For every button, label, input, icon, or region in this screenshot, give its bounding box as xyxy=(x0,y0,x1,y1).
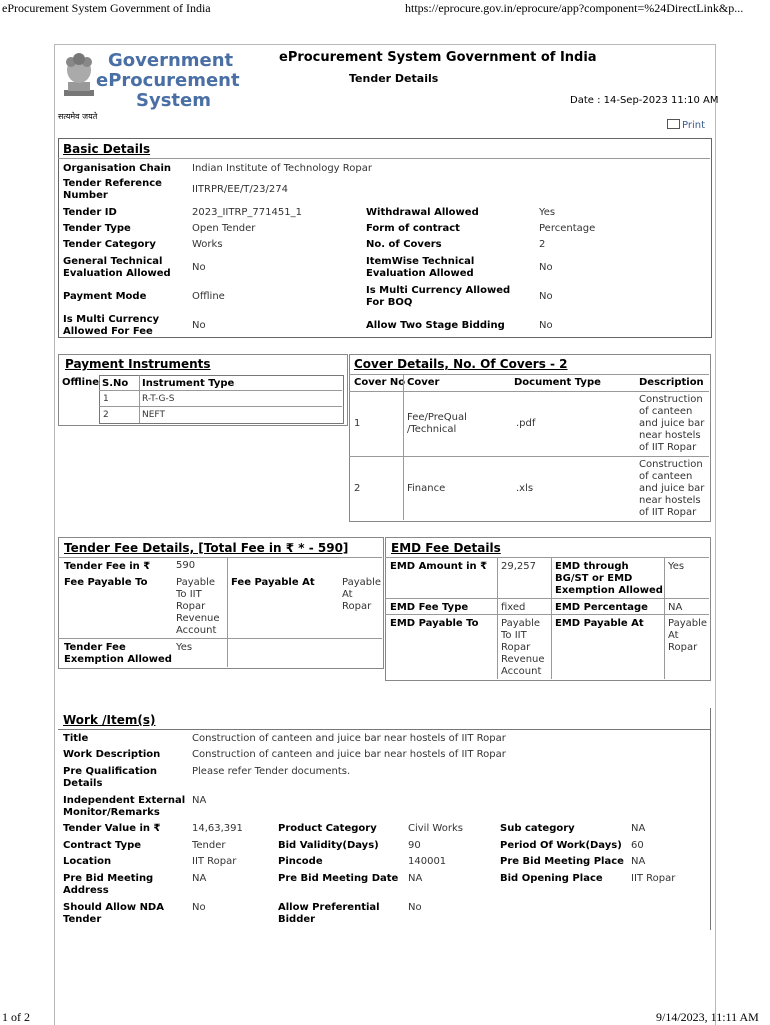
product-category-value: Civil Works xyxy=(408,823,463,834)
location-value: IIT Ropar xyxy=(192,856,237,867)
emd-payable-at-label: EMD Payable At xyxy=(555,618,644,629)
page-title: eProcurement System Government of India xyxy=(279,50,597,65)
period-of-work-value: 60 xyxy=(631,840,644,851)
payment-instruments-heading: Payment Instruments xyxy=(65,357,211,371)
two-stage-value: No xyxy=(539,320,553,331)
withdrawal-label: Withdrawal Allowed xyxy=(366,207,479,218)
gte-value: No xyxy=(192,262,206,273)
work-description-label: Work Description xyxy=(63,749,161,760)
emblem-icon xyxy=(58,48,100,108)
print-footer-page: 1 of 2 xyxy=(2,1010,30,1024)
prequal-label: Pre Qualification Details xyxy=(63,766,158,789)
cover-no-2: 2 xyxy=(354,483,361,494)
tender-type-value: Open Tender xyxy=(192,223,256,234)
covers-value: 2 xyxy=(539,239,546,250)
emd-amount-label: EMD Amount in ₹ xyxy=(390,561,488,572)
multi-currency-fee-label: Is Multi Currency Allowed For Fee xyxy=(63,314,160,337)
prebid-date-value: NA xyxy=(408,873,423,884)
ite-value: No xyxy=(539,262,553,273)
bid-validity-value: 90 xyxy=(408,840,421,851)
location-label: Location xyxy=(63,856,112,867)
fee-exemption-value: Yes xyxy=(176,642,193,653)
cover-details-heading: Cover Details, No. Of Covers - 2 xyxy=(354,357,568,371)
fee-payable-to-value: Payable To IIT Ropar Revenue Account xyxy=(176,577,220,636)
logo-line-2: eProcurement xyxy=(96,70,240,91)
cover-name-1: Fee/PreQual /Technical xyxy=(407,412,467,435)
payment-mode-label: Payment Mode xyxy=(63,291,147,302)
instrument-sno-2: 2 xyxy=(103,410,109,420)
bid-opening-place-value: IIT Ropar xyxy=(631,873,676,884)
tender-category-label: Tender Category xyxy=(63,239,156,250)
cover-desc-2: Construction of canteen and juice bar near hostels of IIT Ropar xyxy=(639,459,705,518)
multi-currency-boq-label: Is Multi Currency Allowed For BOQ xyxy=(366,285,511,308)
cover-doc-1: .pdf xyxy=(516,418,536,429)
withdrawal-value: Yes xyxy=(539,207,556,218)
cover-desc-1: Construction of canteen and juice bar near hostels of IIT Ropar xyxy=(639,394,705,453)
print-label: Print xyxy=(682,120,706,131)
col-description: Description xyxy=(639,377,704,388)
print-header-url: https://eprocure.gov.in/eprocure/app?component=%24DirectLink&p... xyxy=(405,1,744,15)
fee-exemption-label: Tender Fee Exemption Allowed xyxy=(64,642,172,665)
prebid-date-label: Pre Bid Meeting Date xyxy=(278,873,399,884)
col-document-type: Document Type xyxy=(514,377,601,388)
emd-fee-heading: EMD Fee Details xyxy=(391,541,501,555)
nda-value: No xyxy=(192,902,206,913)
tender-type-label: Tender Type xyxy=(63,223,131,234)
emd-bg-label: EMD through BG/ST or EMD Exemption Allowed xyxy=(555,561,663,596)
report-date: Date : 14-Sep-2023 11:10 AM xyxy=(570,95,719,106)
instrument-type-2: NEFT xyxy=(142,410,165,420)
emblem-motto: सत्यमेव जयते xyxy=(58,112,98,121)
work-items-heading: Work /Item(s) xyxy=(63,713,156,727)
emd-payable-to-value: Payable To IIT Ropar Revenue Account xyxy=(501,618,545,677)
basic-details-heading: Basic Details xyxy=(63,142,151,156)
payment-mode-value: Offline xyxy=(192,291,225,302)
gte-label: General Technical Evaluation Allowed xyxy=(63,256,171,279)
multi-currency-boq-value: No xyxy=(539,291,553,302)
pincode-value: 140001 xyxy=(408,856,447,867)
page-subtitle: Tender Details xyxy=(349,72,439,85)
emd-amount-value: 29,257 xyxy=(501,561,536,572)
prebid-address-label: Pre Bid Meeting Address xyxy=(63,873,154,896)
col-cover-no: Cover No xyxy=(354,377,406,388)
period-of-work-label: Period Of Work(Days) xyxy=(500,840,622,851)
col-instrument-type: Instrument Type xyxy=(142,378,235,389)
iem-label: Independent External Monitor/Remarks xyxy=(63,795,186,818)
org-chain-label: Organisation Chain xyxy=(63,163,172,174)
prequal-value: Please refer Tender documents. xyxy=(192,766,351,777)
tender-fee-label: Tender Fee in ₹ xyxy=(64,561,151,572)
tender-id-value: 2023_IITRP_771451_1 xyxy=(192,207,302,218)
emd-percentage-value: NA xyxy=(668,602,683,613)
tender-fee-heading: Tender Fee Details, [Total Fee in ₹ * - 590] xyxy=(64,541,349,555)
contract-type-value: Tender xyxy=(192,840,226,851)
print-footer-datetime: 9/14/2023, 11:11 AM xyxy=(656,1010,759,1024)
instrument-sno-1: 1 xyxy=(103,394,109,404)
logo-line-3: System xyxy=(136,90,211,111)
cover-name-2: Finance xyxy=(407,483,446,494)
org-chain-value: Indian Institute of Technology Ropar xyxy=(192,163,372,174)
contract-type-label: Contract Type xyxy=(63,840,142,851)
tender-value-value: 14,63,391 xyxy=(192,823,243,834)
bid-validity-label: Bid Validity(Days) xyxy=(278,840,379,851)
offline-label: Offline xyxy=(62,377,99,388)
preferential-bidder-value: No xyxy=(408,902,422,913)
emd-payable-to-label: EMD Payable To xyxy=(390,618,479,629)
fee-payable-at-label: Fee Payable At xyxy=(231,577,315,588)
prebid-place-value: NA xyxy=(631,856,646,867)
sub-category-label: Sub category xyxy=(500,823,575,834)
cover-no-1: 1 xyxy=(354,418,361,429)
col-sno: S.No xyxy=(102,378,129,389)
work-title-value: Construction of canteen and juice bar near hostels of IIT Ropar xyxy=(192,733,506,744)
prebid-address-value: NA xyxy=(192,873,207,884)
emd-fee-type-label: EMD Fee Type xyxy=(390,602,469,613)
tender-ref-label: Tender Reference Number xyxy=(63,178,162,201)
tender-fee-value: 590 xyxy=(176,560,196,571)
covers-label: No. of Covers xyxy=(366,239,442,250)
emd-bg-value: Yes xyxy=(668,561,685,572)
emd-payable-at-value: Payable At Ropar xyxy=(668,618,708,653)
two-stage-label: Allow Two Stage Bidding xyxy=(366,320,505,331)
emd-fee-type-value: fixed xyxy=(501,602,526,613)
tender-category-value: Works xyxy=(192,239,223,250)
logo-line-1: Government xyxy=(108,50,234,71)
prebid-place-label: Pre Bid Meeting Place xyxy=(500,856,624,867)
print-header-title: eProcurement System Government of India xyxy=(2,1,211,15)
print-button[interactable] xyxy=(667,119,705,131)
sub-category-value: NA xyxy=(631,823,646,834)
multi-currency-fee-value: No xyxy=(192,320,206,331)
fee-payable-at-value: Payable At Ropar xyxy=(342,577,382,612)
product-category-label: Product Category xyxy=(278,823,377,834)
form-contract-value: Percentage xyxy=(539,223,596,234)
tender-value-label: Tender Value in ₹ xyxy=(63,823,161,834)
pincode-label: Pincode xyxy=(278,856,323,867)
cover-doc-2: .xls xyxy=(516,483,534,494)
emd-percentage-label: EMD Percentage xyxy=(555,602,648,613)
bid-opening-place-label: Bid Opening Place xyxy=(500,873,603,884)
tender-id-label: Tender ID xyxy=(63,207,117,218)
fee-payable-to-label: Fee Payable To xyxy=(64,577,148,588)
col-cover: Cover xyxy=(407,377,440,388)
ite-label: ItemWise Technical Evaluation Allowed xyxy=(366,256,475,279)
instrument-type-1: R-T-G-S xyxy=(142,394,175,404)
nda-label: Should Allow NDA Tender xyxy=(63,902,164,925)
work-title-label: Title xyxy=(63,733,89,744)
printer-icon xyxy=(667,119,680,129)
work-description-value: Construction of canteen and juice bar near hostels of IIT Ropar xyxy=(192,749,506,760)
iem-value: NA xyxy=(192,795,207,806)
form-contract-label: Form of contract xyxy=(366,223,460,234)
preferential-bidder-label: Allow Preferential Bidder xyxy=(278,902,380,925)
tender-ref-value: IITRPR/EE/T/23/274 xyxy=(192,184,288,195)
